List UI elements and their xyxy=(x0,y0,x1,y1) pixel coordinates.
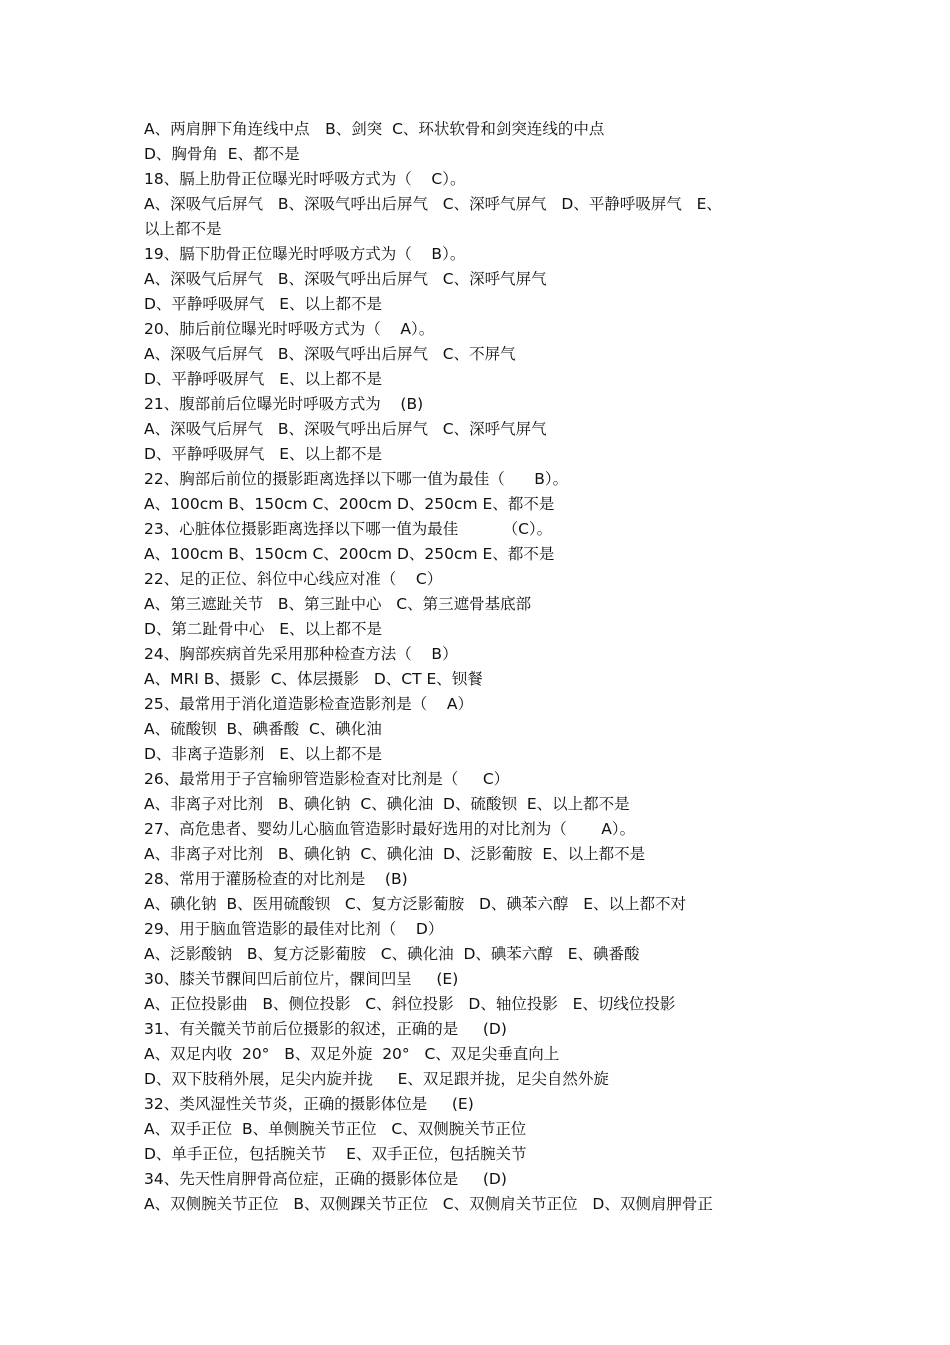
text-line: 27、高危患者、婴幼儿心脑血管造影时最好选用的对比剂为（ A）。 xyxy=(144,820,636,838)
text-line: A、深吸气后屏气 B、深吸气呼出后屏气 C、深呼气屏气 xyxy=(144,420,547,438)
text-line: A、双足内收 20° B、双足外旋 20° C、双足尖垂直向上 xyxy=(144,1045,560,1063)
text-line: A、泛影酸钠 B、复方泛影葡胺 C、碘化油 D、碘苯六醇 E、碘番酸 xyxy=(144,945,640,963)
text-line: A、双手正位 B、单侧腕关节正位 C、双侧腕关节正位 xyxy=(144,1120,527,1138)
text-line: D、平静呼吸屏气 E、以上都不是 xyxy=(144,370,383,388)
text-line: 23、心脏体位摄影距离选择以下哪一值为最佳 （C）。 xyxy=(144,520,553,538)
text-line: 26、最常用于子宫输卵管造影检查对比剂是（ C） xyxy=(144,770,510,788)
text-line: D、双下肢稍外展，足尖内旋并拢 E、双足跟并拢，足尖自然外旋 xyxy=(144,1070,609,1088)
text-line: 18、膈上肋骨正位曝光时呼吸方式为（ C）。 xyxy=(144,170,466,188)
text-line: A、双侧腕关节正位 B、双侧踝关节正位 C、双侧肩关节正位 D、双侧肩胛骨正 xyxy=(144,1195,713,1213)
text-line: A、碘化钠 B、医用硫酸钡 C、复方泛影葡胺 D、碘苯六醇 E、以上都不对 xyxy=(144,895,686,913)
text-line: 以上都不是 xyxy=(144,220,222,238)
text-line: 25、最常用于消化道造影检查造影剂是（ A） xyxy=(144,695,474,713)
text-line: A、深吸气后屏气 B、深吸气呼出后屏气 C、不屏气 xyxy=(144,345,516,363)
text-line: A、第三遮趾关节 B、第三趾中心 C、第三遮骨基底部 xyxy=(144,595,532,613)
text-line: 28、常用于灌肠检查的对比剂是 (B) xyxy=(144,870,408,888)
text-line: D、平静呼吸屏气 E、以上都不是 xyxy=(144,295,383,313)
text-line: A、硫酸钡 B、碘番酸 C、碘化油 xyxy=(144,720,382,738)
text-line: A、两肩胛下角连线中点 B、剑突 C、环状软骨和剑突连线的中点 xyxy=(144,120,605,138)
text-line: D、第二趾骨中心 E、以上都不是 xyxy=(144,620,383,638)
text-line: 19、膈下肋骨正位曝光时呼吸方式为（ B）。 xyxy=(144,245,466,263)
text-line: A、正位投影曲 B、侧位投影 C、斜位投影 D、轴位投影 E、切线位投影 xyxy=(144,995,676,1013)
text-line: 21、腹部前后位曝光时呼吸方式为 (B) xyxy=(144,395,424,413)
text-line: 22、足的正位、斜位中心线应对准（ C） xyxy=(144,570,443,588)
text-line: 29、用于脑血管造影的最佳对比剂（ D） xyxy=(144,920,444,938)
text-line: A、100cm B、150cm C、200cm D、250cm E、都不是 xyxy=(144,495,555,513)
document-body xyxy=(144,117,824,1217)
text-line: 31、有关髋关节前后位摄影的叙述，正确的是 (D) xyxy=(144,1020,507,1038)
text-line: 34、先天性肩胛骨高位症，正确的摄影体位是 (D) xyxy=(144,1170,507,1188)
text-line: A、非离子对比剂 B、碘化钠 C、碘化油 D、泛影葡胺 E、以上都不是 xyxy=(144,845,646,863)
text-line: A、MRI B、摄影 C、体层摄影 D、CT E、钡餐 xyxy=(144,670,483,688)
text-line: A、100cm B、150cm C、200cm D、250cm E、都不是 xyxy=(144,545,555,563)
text-line: D、平静呼吸屏气 E、以上都不是 xyxy=(144,445,383,463)
text-line: A、深吸气后屏气 B、深吸气呼出后屏气 C、深呼气屏气 xyxy=(144,270,547,288)
text-line: 30、膝关节髁间凹后前位片，髁间凹呈 (E) xyxy=(144,970,459,988)
text-line: D、胸骨角 E、都不是 xyxy=(144,145,300,163)
text-line: D、非离子造影剂 E、以上都不是 xyxy=(144,745,383,763)
text-line: 32、类风湿性关节炎，正确的摄影体位是 (E) xyxy=(144,1095,474,1113)
text-line: 22、胸部后前位的摄影距离选择以下哪一值为最佳（ B）。 xyxy=(144,470,569,488)
text-line: 20、肺后前位曝光时呼吸方式为（ A）。 xyxy=(144,320,435,338)
text-line: D、单手正位，包括腕关节 E、双手正位，包括腕关节 xyxy=(144,1145,527,1163)
text-line: A、非离子对比剂 B、碘化钠 C、碘化油 D、硫酸钡 E、以上都不是 xyxy=(144,795,630,813)
text-line: 24、胸部疾病首先采用那种检查方法（ B） xyxy=(144,645,458,663)
text-line: A、深吸气后屏气 B、深吸气呼出后屏气 C、深呼气屏气 D、平静呼吸屏气 E、 xyxy=(144,195,722,213)
